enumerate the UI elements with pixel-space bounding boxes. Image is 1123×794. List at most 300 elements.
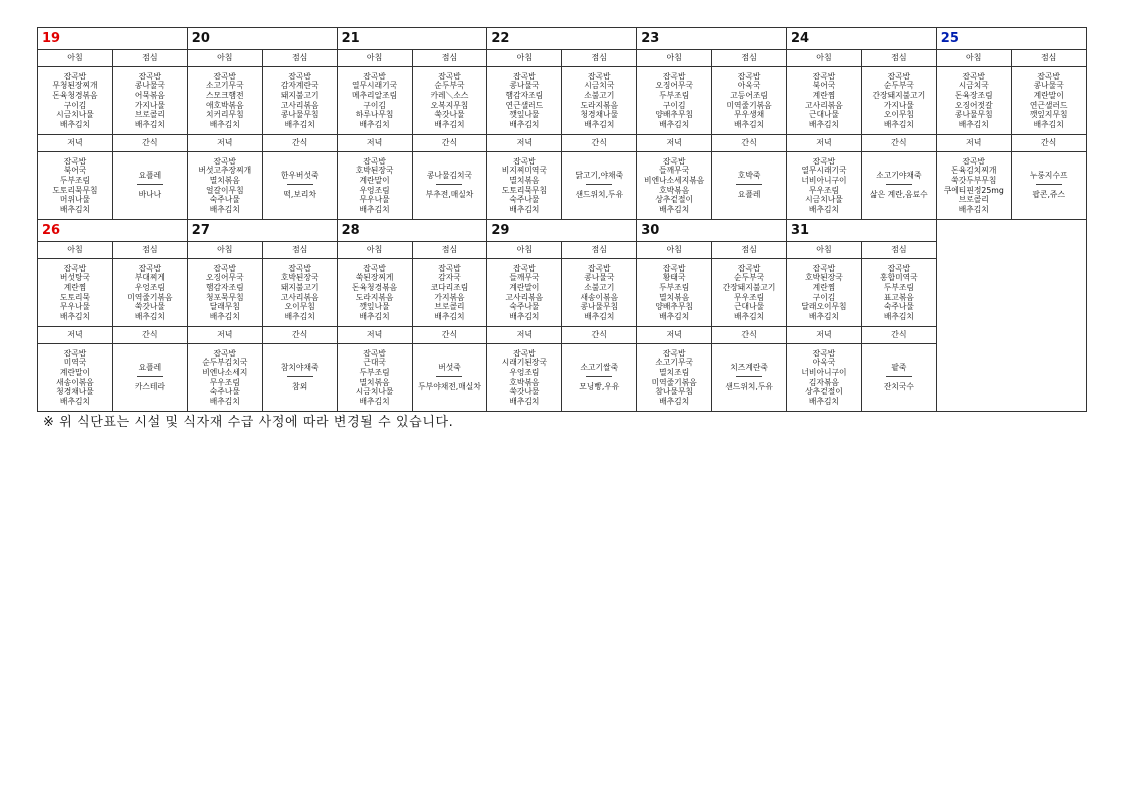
- menu-item: 잡곡밥: [662, 348, 686, 358]
- menu-item: 콩나물국: [584, 273, 615, 283]
- menu-item: 오징어무국: [655, 81, 694, 91]
- breakfast-label: 아침: [637, 242, 712, 259]
- menu-item: 배추김치: [509, 119, 540, 129]
- meal-row: [38, 152, 1087, 220]
- snack-item: 소고기야채죽: [876, 171, 922, 181]
- dinner-menu: [487, 344, 562, 412]
- menu-item: 간장돼지불고기: [722, 282, 776, 292]
- snack-divider: [586, 376, 612, 377]
- menu-item: 홍합미역국: [880, 273, 918, 283]
- menu-item: 배추김치: [509, 311, 540, 321]
- menu-item: 무우생채: [734, 110, 765, 120]
- breakfast-label: 아침: [187, 50, 262, 67]
- dinner-menu: [337, 344, 412, 412]
- menu-item: 잡곡밥: [737, 263, 761, 273]
- snack-menu: [262, 344, 337, 412]
- snack-item: 닭고기,야채죽: [575, 171, 624, 181]
- menu-item: 가지나물: [134, 100, 165, 110]
- menu-item: 소불고기: [584, 282, 615, 292]
- menu-item: 소고기무국: [205, 81, 244, 91]
- snack-label: 간식: [712, 327, 787, 344]
- menu-item: 잡곡밥: [363, 71, 386, 81]
- snack-menu: [113, 344, 188, 412]
- menu-item: 잡곡밥: [138, 71, 162, 81]
- menu-item: 배추김치: [808, 396, 840, 406]
- menu-item: 아욱국: [812, 358, 836, 368]
- menu-item: 근대나물: [808, 110, 840, 120]
- menu-item: 우엉조림: [359, 185, 390, 195]
- menu-item: 쑥갓나물: [434, 110, 465, 120]
- breakfast-label: 아침: [637, 50, 712, 67]
- menu-item: 깻잎지무침: [1029, 110, 1068, 120]
- menu-item: 숙주나물: [509, 195, 540, 205]
- menu-item: 버섯탕국: [59, 273, 91, 283]
- breakfast-label: 아침: [38, 242, 113, 259]
- menu-item: 잡곡밥: [63, 156, 87, 166]
- snack-divider: [436, 376, 462, 377]
- menu-item: 구이김: [363, 100, 386, 110]
- menu-item: 배추김치: [808, 204, 840, 214]
- menu-item: 황태국: [662, 273, 686, 283]
- menu-item: 고사리볶음: [805, 100, 843, 110]
- snack-item: 요플레: [138, 171, 162, 181]
- menu-item: 잡곡밥: [63, 71, 87, 81]
- menu-item: 잡곡밥: [812, 71, 836, 81]
- dinner-menu: [936, 152, 1011, 220]
- menu-item: 순두부국: [883, 81, 914, 91]
- meal-calendar-table: [37, 27, 1087, 412]
- dinner-label: 저녁: [487, 135, 562, 152]
- menu-item: 돈육청경볶음: [52, 90, 98, 100]
- date-row: [38, 220, 1087, 242]
- menu-item: 잡곡밥: [288, 71, 311, 81]
- snack-menu: [262, 152, 337, 220]
- menu-item: 햄감자조림: [205, 282, 244, 292]
- snack-item: 참외: [292, 382, 308, 391]
- menu-item: 배추김치: [659, 311, 690, 321]
- menu-item: 배추김치: [359, 204, 390, 214]
- menu-item: 잡곡밥: [812, 156, 836, 166]
- menu-item: 감자국: [438, 273, 461, 283]
- menu-item: 어묵볶음: [134, 90, 165, 100]
- menu-item: 들깨무국: [659, 166, 690, 176]
- snack-menu: [412, 152, 487, 220]
- lunch-menu: [412, 67, 487, 135]
- menu-item: 우엉조림: [134, 282, 165, 292]
- snack-label: 간식: [1011, 135, 1086, 152]
- snack-item: 팝콘,쥬스: [1032, 190, 1065, 199]
- menu-item: 잡곡밥: [213, 71, 237, 81]
- breakfast-label: 아침: [487, 242, 562, 259]
- day-date: 22: [487, 28, 637, 50]
- menu-item: 달래오이무침: [801, 302, 847, 312]
- day-date: 21: [337, 28, 487, 50]
- snack-item: 버섯죽: [438, 363, 461, 373]
- menu-item: 멸치조림: [659, 367, 690, 377]
- menu-item: 무우나물: [59, 302, 91, 312]
- menu-item: 잡곡밥: [213, 263, 237, 273]
- menu-item: 호박된장국: [355, 166, 394, 176]
- menu-item: 오복지무침: [430, 100, 469, 110]
- menu-item: 배추김치: [209, 396, 240, 406]
- menu-item: 배추김치: [359, 311, 390, 321]
- snack-divider: [287, 184, 313, 185]
- dinner-label: 저녁: [38, 135, 113, 152]
- menu-item: 새송이볶음: [580, 292, 619, 302]
- menu-item: 두부조림: [659, 282, 690, 292]
- menu-item: 청경채나물: [580, 110, 619, 120]
- menu-item: 잡곡밥: [513, 263, 536, 273]
- menu-item: 너비아니구이: [801, 367, 847, 377]
- menu-item: 브로콜리: [434, 302, 465, 312]
- menu-item: 시금치나물: [56, 110, 94, 120]
- menu-item: 콩나물무침: [280, 110, 319, 120]
- menu-item: 오징어무국: [205, 273, 244, 283]
- menu-item: 돈육장조림: [954, 90, 993, 100]
- menu-item: 미역줄기볶음: [726, 100, 772, 110]
- menu-item: 표고볶음: [883, 292, 914, 302]
- menu-item: 잡곡밥: [513, 348, 536, 358]
- menu-item: 배추김치: [59, 311, 91, 321]
- lunch-label: 점심: [412, 242, 487, 259]
- snack-divider: [1036, 184, 1062, 185]
- snack-menu: [412, 344, 487, 412]
- menu-item: 계란말이: [359, 175, 390, 185]
- snack-label: 간식: [861, 327, 936, 344]
- menu-item: 구이김: [662, 100, 686, 110]
- breakfast-label: 아침: [487, 50, 562, 67]
- dinner-menu: [187, 344, 262, 412]
- menu-item: 새송이볶음: [56, 377, 94, 387]
- lunch-label: 점심: [262, 242, 337, 259]
- snack-divider: [886, 184, 912, 185]
- menu-item: 배추김치: [958, 119, 989, 129]
- lunch-menu: [712, 259, 787, 327]
- breakfast-label: 아침: [936, 50, 1011, 67]
- breakfast-menu: [786, 259, 861, 327]
- menu-item: 잡곡밥: [213, 156, 237, 166]
- snack-label: 간식: [712, 135, 787, 152]
- menu-item: 스모크햄전: [205, 90, 244, 100]
- menu-item: 돈육청경볶음: [351, 282, 398, 292]
- breakfast-menu: [187, 259, 262, 327]
- empty-cell: [936, 220, 1086, 412]
- menu-item: 참나물무침: [655, 387, 694, 397]
- menu-item: 배추김치: [958, 204, 989, 214]
- menu-item: 오징어젓갈: [954, 100, 993, 110]
- menu-item: 소고기무국: [655, 358, 694, 368]
- breakfast-menu: [786, 67, 861, 135]
- menu-item: 브로콜리: [134, 110, 165, 120]
- day-date: 30: [637, 220, 787, 242]
- menu-item: 잡곡밥: [737, 71, 761, 81]
- snack-item: 바나나: [138, 190, 162, 199]
- lunch-label: 점심: [412, 50, 487, 67]
- dinner-menu: [38, 152, 113, 220]
- lunch-label: 점심: [712, 50, 787, 67]
- menu-item: 배추김치: [209, 204, 240, 214]
- snack-item: 참치야채죽: [280, 363, 319, 373]
- menu-item: 부대찌게: [134, 273, 165, 283]
- menu-item: 배추김치: [134, 311, 165, 321]
- menu-item: 잡곡밥: [438, 263, 461, 273]
- lunch-label: 점심: [113, 50, 188, 67]
- menu-item: 미역국: [63, 358, 87, 368]
- snack-menu: [712, 344, 787, 412]
- snack-label: 간식: [412, 327, 487, 344]
- dinner-label: 저녁: [337, 135, 412, 152]
- menu-item: 얼갈이무침: [205, 185, 244, 195]
- menu-item: 연근샐러드: [1029, 100, 1068, 110]
- dinner-menu: [637, 152, 712, 220]
- snack-item: 요플레: [737, 190, 761, 199]
- dinner-label: 저녁: [637, 327, 712, 344]
- menu-item: 코다리조림: [430, 282, 469, 292]
- meal-header-row: [38, 50, 1087, 67]
- menu-item: 두부조림: [359, 367, 390, 377]
- meal-row: [38, 344, 1087, 412]
- menu-item: 양배추무침: [655, 302, 694, 312]
- dinner-menu: [637, 344, 712, 412]
- day-date: 24: [786, 28, 936, 50]
- menu-item: 아욱국: [737, 81, 761, 91]
- menu-item: 열무시래기국: [351, 81, 398, 91]
- menu-item: 순두부국: [434, 81, 465, 91]
- menu-item: 잡곡밥: [513, 71, 536, 81]
- meal-row: [38, 67, 1087, 135]
- menu-item: 오이무침: [284, 302, 315, 312]
- dinner-menu: [337, 152, 412, 220]
- lunch-label: 점심: [113, 242, 188, 259]
- menu-item: 양배추무침: [655, 110, 694, 120]
- menu-item: 계란찜: [812, 90, 836, 100]
- menu-item: 시래기된장국: [501, 358, 547, 368]
- day-date: 23: [637, 28, 787, 50]
- snack-item: 누룽지수프: [1029, 171, 1068, 181]
- menu-item: 시금치국: [958, 81, 989, 91]
- menu-item: 배추김치: [734, 311, 765, 321]
- snack-label: 간식: [113, 135, 188, 152]
- lunch-label: 점심: [861, 242, 936, 259]
- dinner-menu: [38, 344, 113, 412]
- snack-label: 간식: [262, 135, 337, 152]
- menu-item: 배추김치: [659, 204, 690, 214]
- snack-item: 호박죽: [737, 171, 761, 181]
- breakfast-menu: [38, 259, 113, 327]
- day-date: 31: [786, 220, 936, 242]
- snack-divider: [586, 184, 612, 185]
- menu-item: 콩나물국: [1033, 81, 1064, 91]
- meal-header-row: [38, 135, 1087, 152]
- menu-item: 쑥갓나물: [509, 387, 540, 397]
- menu-item: 잡곡밥: [363, 348, 386, 358]
- menu-item: 멸치볶음: [659, 292, 690, 302]
- menu-item: 근대나물: [734, 302, 765, 312]
- menu-item: 콩나물무침: [954, 110, 993, 120]
- menu-item: 메추리알조림: [351, 90, 398, 100]
- menu-item: 콩나물국: [134, 81, 165, 91]
- snack-divider: [886, 376, 912, 377]
- menu-item: 구이김: [63, 100, 87, 110]
- snack-menu: [562, 344, 637, 412]
- menu-item: 우엉조림: [509, 367, 540, 377]
- snack-menu: [113, 152, 188, 220]
- menu-item: 돼지불고기: [280, 282, 319, 292]
- lunch-label: 점심: [712, 242, 787, 259]
- snack-label: 간식: [562, 135, 637, 152]
- menu-item: 간장돼지불고기: [872, 90, 926, 100]
- lunch-label: 점심: [562, 242, 637, 259]
- snack-menu: [1011, 152, 1086, 220]
- menu-item: 가지나물: [883, 100, 914, 110]
- menu-item: 들깨무국: [509, 273, 540, 283]
- menu-item: 잡곡밥: [662, 263, 686, 273]
- menu-item: 잡곡밥: [363, 263, 386, 273]
- lunch-label: 점심: [861, 50, 936, 67]
- snack-item: 카스테라: [134, 382, 165, 391]
- breakfast-menu: [187, 67, 262, 135]
- snack-item: 떡,보리차: [283, 190, 316, 199]
- menu-item: 순두부김치국: [202, 358, 248, 368]
- menu-item: 무우나물: [359, 195, 390, 205]
- lunch-menu: [861, 67, 936, 135]
- snack-item: 요플레: [138, 363, 162, 373]
- menu-item: 미역줄기볶음: [651, 377, 697, 387]
- menu-item: 배추김치: [284, 119, 315, 129]
- menu-item: 배추김치: [134, 119, 165, 129]
- menu-item: 멸치볶음: [509, 175, 540, 185]
- menu-item: 잡곡밥: [1037, 71, 1060, 81]
- menu-item: 오이무침: [883, 110, 914, 120]
- menu-item: 멸치볶음: [209, 175, 240, 185]
- menu-item: 잡곡밥: [812, 263, 836, 273]
- snack-divider: [736, 184, 762, 185]
- dinner-label: 저녁: [637, 135, 712, 152]
- breakfast-label: 아침: [337, 242, 412, 259]
- menu-item: 숙주나물: [883, 302, 914, 312]
- dinner-menu: [187, 152, 262, 220]
- breakfast-menu: [337, 259, 412, 327]
- menu-item: 잡곡밥: [138, 263, 162, 273]
- menu-item: 도라지볶음: [580, 100, 619, 110]
- menu-item: 배추김치: [509, 396, 540, 406]
- menu-item: 깻잎나물: [509, 110, 540, 120]
- snack-divider: [287, 376, 313, 377]
- menu-item: 호박된장국: [805, 273, 843, 283]
- breakfast-label: 아침: [337, 50, 412, 67]
- menu-item: 계란찜: [812, 282, 836, 292]
- day-date: 19: [38, 28, 188, 50]
- breakfast-menu: [337, 67, 412, 135]
- menu-item: 연근샐러드: [505, 100, 544, 110]
- lunch-label: 점심: [262, 50, 337, 67]
- breakfast-label: 아침: [786, 50, 861, 67]
- menu-item: 시금치국: [584, 81, 615, 91]
- menu-item: 배추김치: [59, 396, 91, 406]
- menu-item: 배추김치: [1033, 119, 1064, 129]
- menu-item: 배추김치: [584, 119, 615, 129]
- menu-item: 두부조림: [883, 282, 914, 292]
- breakfast-menu: [637, 259, 712, 327]
- menu-item: 비엔나소세지: [202, 367, 248, 377]
- menu-item: 도토리묵: [59, 292, 91, 302]
- menu-item: 시금치나물: [805, 195, 843, 205]
- menu-item: 배추김치: [883, 119, 914, 129]
- menu-item: 근대국: [363, 358, 386, 368]
- menu-item: 청포묵무침: [205, 292, 244, 302]
- breakfast-label: 아침: [786, 242, 861, 259]
- day-date: 26: [38, 220, 188, 242]
- menu-item: 쑥갓두부무침: [951, 175, 997, 185]
- menu-item: 상추겉절이: [805, 387, 843, 397]
- dinner-label: 저녁: [786, 327, 861, 344]
- lunch-menu: [262, 259, 337, 327]
- menu-item: 구이김: [812, 292, 836, 302]
- dinner-menu: [786, 152, 861, 220]
- menu-item: 배추김치: [209, 311, 240, 321]
- snack-item: 한우버섯죽: [280, 171, 319, 181]
- menu-item: 잡곡밥: [662, 156, 686, 166]
- snack-divider: [736, 376, 762, 377]
- snack-item: 모닝빵,우유: [579, 382, 620, 391]
- meal-header-row: [38, 242, 1087, 259]
- menu-item: 숙주나물: [209, 195, 240, 205]
- day-date: 27: [187, 220, 337, 242]
- meal-row: [38, 259, 1087, 327]
- menu-item: 배추김치: [59, 119, 91, 129]
- day-date: 25: [936, 28, 1086, 50]
- dinner-label: 저녁: [337, 327, 412, 344]
- menu-item: 카레＼소스: [430, 90, 469, 100]
- menu-item: 무우조림: [209, 377, 240, 387]
- snack-divider: [137, 376, 163, 377]
- snack-item: 콩나물김치국: [426, 171, 473, 181]
- menu-item: 도토리묵무침: [501, 185, 547, 195]
- menu-item: 잡곡밥: [288, 263, 311, 273]
- menu-item: 두부조림: [59, 175, 91, 185]
- menu-item: 배추김치: [359, 396, 390, 406]
- dinner-label: 저녁: [38, 327, 113, 344]
- menu-item: 달래무침: [209, 302, 240, 312]
- menu-item: 돈육김치찌개: [951, 166, 997, 176]
- menu-item: 잡곡밥: [887, 71, 911, 81]
- lunch-menu: [861, 259, 936, 327]
- menu-item: 머위나물: [59, 195, 91, 205]
- snack-item: 부추전,매실차: [425, 190, 474, 199]
- menu-item: 배추김치: [883, 311, 914, 321]
- menu-item: 김자볶음: [808, 377, 840, 387]
- menu-item: 너비아니구이: [801, 175, 847, 185]
- menu-item: 소불고기: [584, 90, 615, 100]
- day-date: 28: [337, 220, 487, 242]
- menu-item: 잡곡밥: [887, 263, 911, 273]
- menu-item: 상추겉절이: [655, 195, 694, 205]
- menu-item: 열무시래기국: [801, 166, 847, 176]
- dinner-label: 저녁: [187, 135, 262, 152]
- menu-item: 깻잎나물: [359, 302, 390, 312]
- lunch-label: 점심: [562, 50, 637, 67]
- dinner-label: 저녁: [487, 327, 562, 344]
- menu-item: 숙주나물: [509, 302, 540, 312]
- snack-label: 간식: [861, 135, 936, 152]
- menu-item: 잡곡밥: [812, 348, 836, 358]
- snack-item: 팥죽: [891, 363, 907, 373]
- menu-item: 잡곡밥: [587, 263, 611, 273]
- menu-item: 시금치나물: [355, 387, 394, 397]
- menu-item: 순두부국: [734, 273, 765, 283]
- breakfast-menu: [487, 259, 562, 327]
- snack-item: 샌드위치,두유: [725, 382, 773, 391]
